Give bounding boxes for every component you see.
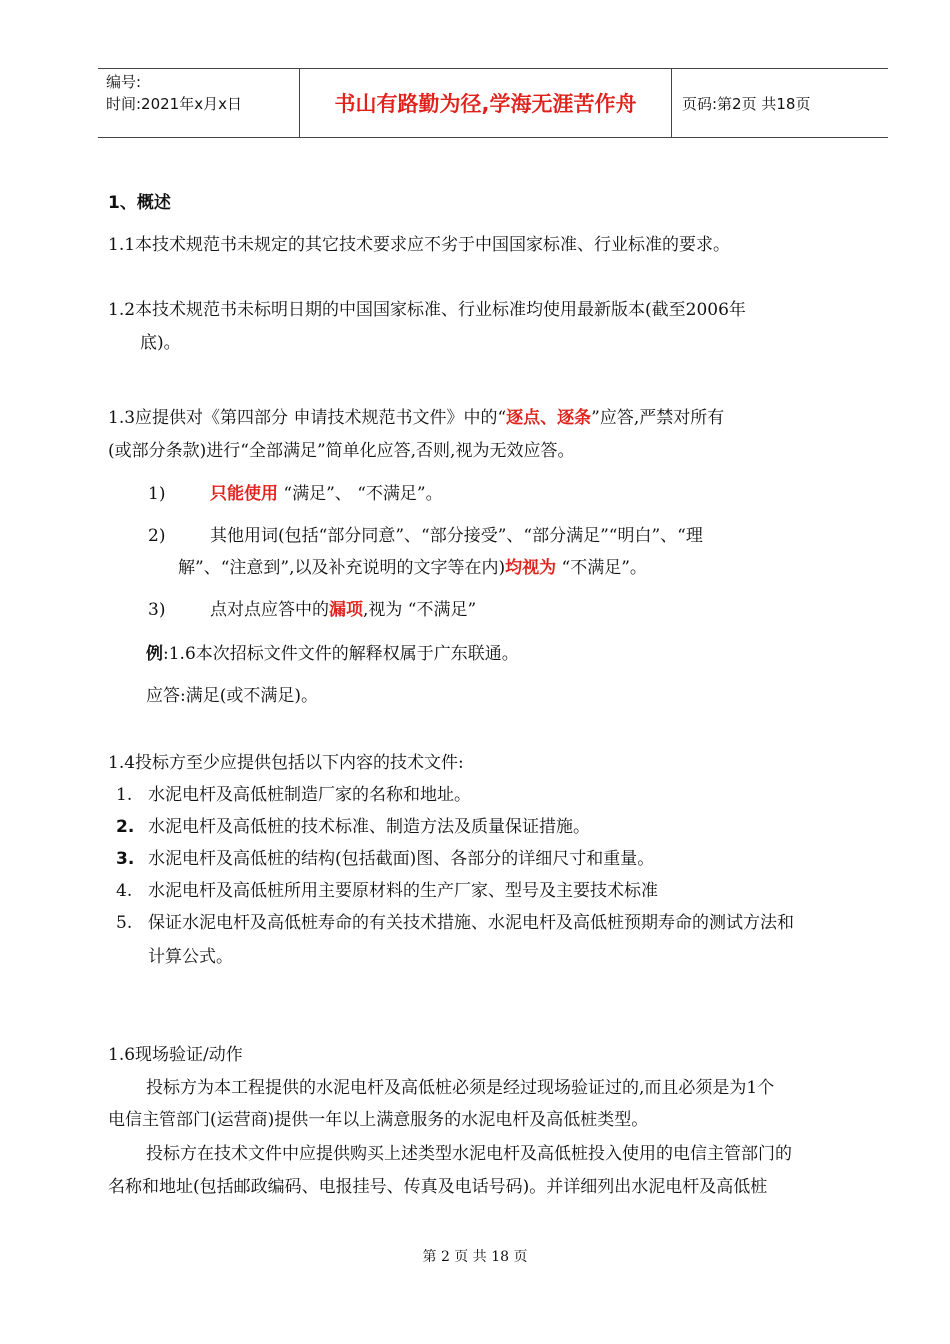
item-3-text [210,598,476,622]
p13-text-1: 1.3应提供对《第四部分 申请技术规范书文件》中的“ [108,408,507,428]
paragraph-1-4-intro: 1.4投标方至少应提供包括以下内容的技术文件: [108,753,464,773]
p13-text-2: ”应答,严禁对所有 [591,408,725,428]
paragraph-1-6-title: 1.6现场验证/动作 [108,1045,243,1065]
paragraph-1-6-line-2: 电信主管部门(运营商)提供一年以上满意服务的水泥电杆及高低桩类型。 [108,1110,649,1130]
p13-emphasis: 逐点、逐条 [506,408,592,428]
list-item-number: 1. [116,785,133,805]
list-item-number: 5. [116,913,133,933]
list-item-text: 保证水泥电杆及高低桩寿命的有关技术措施、水泥电杆及高低桩预期寿命的测试方法和 [148,913,794,933]
answer-line: 应答:满足(或不满足)。 [146,686,318,706]
item-2-body-2: “不满足”。 [556,558,647,578]
page-header [98,68,888,138]
page-footer: 第 2 页 共 18 页 [422,1249,528,1265]
list-item-number: 4. [116,881,133,901]
paragraph-1-6-line-4: 名称和地址(包括邮政编码、电报挂号、传真及电话号码)。并详细列出水泥电杆及高低桩 [108,1177,768,1197]
paragraph-1-3-line-a [108,406,724,430]
item-1-body: “满足”、 “不满足”。 [278,484,443,504]
header-number-label: 编号: [106,73,142,91]
item-1-emphasis: 只能使用 [210,484,278,504]
list-item-text: 水泥电杆及高低桩的技术标准、制造方法及质量保证措施。 [148,817,590,837]
list-item-text: 水泥电杆及高低桩制造厂家的名称和地址。 [148,785,471,805]
paragraph-1-6-line-3: 投标方在技术文件中应提供购买上述类型水泥电杆及高低桩投入使用的电信主管部门的 [146,1144,792,1164]
list-item-5-continuation: 计算公式。 [148,947,233,967]
list-item-text: 水泥电杆及高低桩的结构(包括截面)图、各部分的详细尺寸和重量。 [148,849,655,869]
list-item-number: 2. [116,817,135,837]
header-page-info: 页码:第2页 共18页 [682,94,811,113]
item-2-line-a: 其他用词(包括“部分同意”、“部分接受”、“部分满足”“明白”、“理 [210,526,703,546]
list-item-number: 3. [116,849,135,869]
item-1-number: 1) [148,484,166,504]
header-left-cell [98,69,300,137]
paragraph-1-3-line-b: (或部分条款)进行“全部满足”简单化应答,否则,视为无效应答。 [108,441,575,461]
header-time-label: 时间:2021年x月x日 [106,95,242,113]
item-3-body-1: 点对点应答中的 [210,600,329,620]
item-3-number: 3) [148,600,166,620]
paragraph-1-6-line-1: 投标方为本工程提供的水泥电杆及高低桩必须是经过现场验证过的,而且必须是为1个 [146,1078,775,1098]
item-3-body-2: ,视为 “不满足” [363,600,477,620]
example-text: :1.6本次招标文件文件的解释权属于广东联通。 [163,644,519,664]
paragraph-1-1: 1.1本技术规范书未规定的其它技术要求应不劣于中国国家标准、行业标准的要求。 [108,235,731,255]
header-motto: 书山有路勤为径,学海无涯苦作舟 [334,92,637,116]
paragraph-1-2-line-a: 1.2本技术规范书未标明日期的中国国家标准、行业标准均使用最新版本(截至2006年 [108,300,746,320]
item-2-line-b [178,556,647,580]
item-2-emphasis: 均视为 [505,558,557,578]
paragraph-1-2-line-b: 底)。 [140,333,181,353]
item-2-number: 2) [148,526,166,546]
item-2-body-1: 解”、“注意到”,以及补充说明的文字等在内) [178,558,506,578]
header-motto-cell [300,69,672,137]
example-label: 例 [146,644,163,664]
section-title: 1、概述 [108,193,171,213]
item-1-text [210,482,443,506]
example-line [146,642,519,666]
list-item-text: 水泥电杆及高低桩所用主要原材料的生产厂家、型号及主要技术标准 [148,881,658,901]
item-3-emphasis: 漏项 [329,600,363,620]
